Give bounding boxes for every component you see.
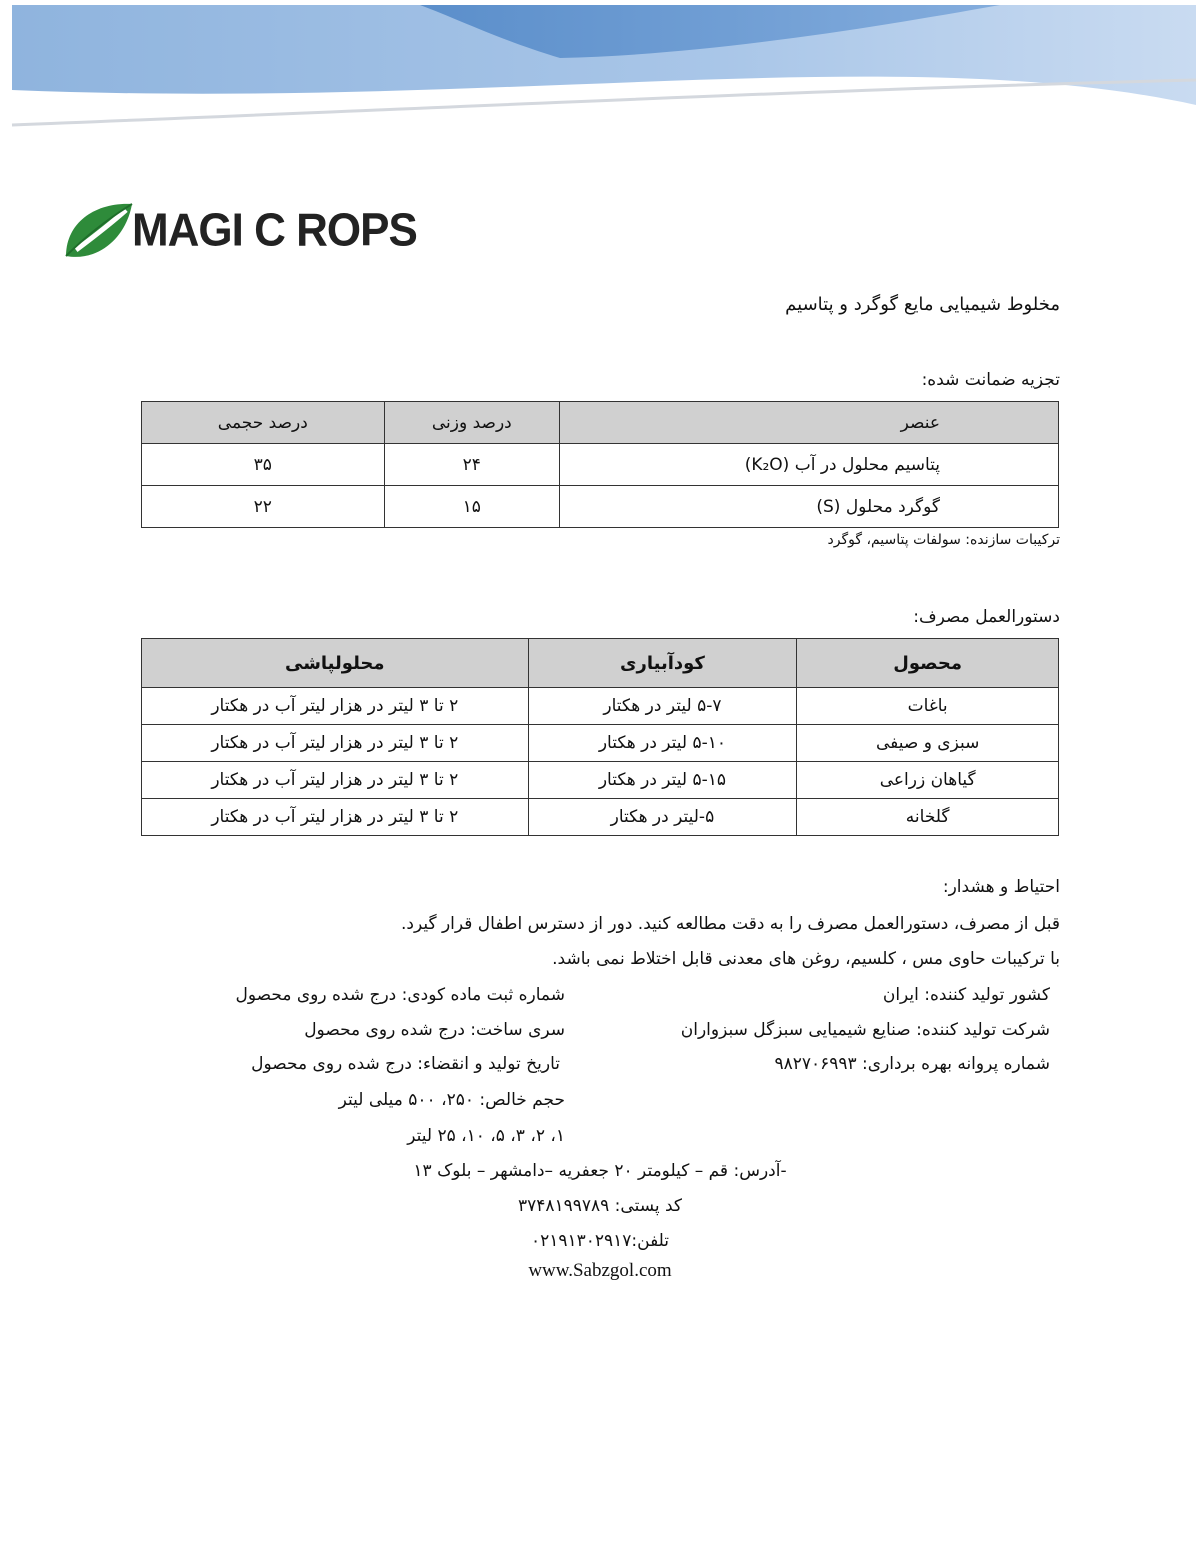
cell-crop: گیاهان زراعی [797, 762, 1059, 799]
cell-crop: گلخانه [797, 799, 1059, 836]
usage-instructions-table [141, 638, 1059, 836]
cell-crop: سبزی و صیفی [797, 725, 1059, 762]
header-crop: محصول [797, 639, 1059, 688]
usage-label: دستورالعمل مصرف: [913, 607, 1060, 627]
cell-volume: ۳۵ [142, 444, 385, 486]
batch-number: سری ساخت: درج شده روی محصول [304, 1020, 565, 1040]
table-row [142, 725, 1059, 762]
ingredients-note: ترکیبات سازنده: سولفات پتاسیم، گوگرد [827, 532, 1060, 548]
website-link[interactable]: www.Sabzgol.com [528, 1260, 672, 1281]
phone-number: تلفن:۰۲۱۹۱۳۰۲۹۱۷ [530, 1231, 670, 1251]
table-row [142, 762, 1059, 799]
production-expiry-dates: تاریخ تولید و انقضاء: درج شده روی محصول [251, 1054, 560, 1074]
cell-element: گوگرد محلول (S) [559, 486, 1058, 528]
analysis-label: تجزیه ضمانت شده: [921, 370, 1060, 390]
header-volume-percent: درصد حجمی [142, 402, 385, 444]
table-row [142, 444, 1059, 486]
cell-crop: باغات [797, 688, 1059, 725]
header-fertigation: کودآبیاری [528, 639, 797, 688]
cell-spray: ۲ تا ۳ لیتر در هزار لیتر آب در هکتار [142, 799, 529, 836]
producer-company: شرکت تولید کننده: صنایع شیمیایی سبزگل سبزواران [680, 1020, 1050, 1040]
logo-wordmark: MAGI C ROPS [132, 204, 417, 257]
cell-spray: ۲ تا ۳ لیتر در هزار لیتر آب در هکتار [142, 762, 529, 799]
package-sizes: ۱، ۲، ۳، ۵، ۱۰، ۲۵ لیتر [407, 1126, 565, 1146]
guaranteed-analysis-table [141, 401, 1059, 528]
cell-element: پتاسیم محلول در آب (K₂O) [559, 444, 1058, 486]
warning-line-1: قبل از مصرف، دستورالعمل مصرف را به دقت مطالعه کنید. دور از دسترس اطفال قرار گیرد. [400, 914, 1060, 934]
warning-line-2: با ترکیبات حاوی مس ، کلسیم، روغن های معدنی قابل اختلاط نمی باشد. [552, 949, 1060, 969]
table-header-row [142, 639, 1059, 688]
cell-fertigation: ۵-۱۰ لیتر در هکتار [528, 725, 797, 762]
cell-fertigation: ۵-لیتر در هکتار [528, 799, 797, 836]
header-element: عنصر [559, 402, 1058, 444]
header-weight-percent: درصد وزنی [384, 402, 559, 444]
cell-fertigation: ۵-۱۵ لیتر در هکتار [528, 762, 797, 799]
fertilizer-registration: شماره ثبت ماده کودی: درج شده روی محصول [235, 985, 565, 1005]
table-header-row [142, 402, 1059, 444]
warnings-label: احتیاط و هشدار: [942, 877, 1060, 897]
cell-fertigation: ۵-۷ لیتر در هکتار [528, 688, 797, 725]
cell-weight: ۲۴ [384, 444, 559, 486]
cell-volume: ۲۲ [142, 486, 385, 528]
address: -آدرس: قم – کیلومتر ۲۰ جعفریه –دامشهر – بلوک ۱۳ [413, 1161, 787, 1181]
table-row [142, 486, 1059, 528]
cell-weight: ۱۵ [384, 486, 559, 528]
cell-spray: ۲ تا ۳ لیتر در هزار لیتر آب در هکتار [142, 725, 529, 762]
product-name: مخلوط شیمیایی مایع گوگرد و پتاسیم [785, 294, 1060, 315]
header-wave-banner [0, 0, 1200, 140]
net-volume: حجم خالص: ۲۵۰، ۵۰۰ میلی لیتر [338, 1090, 565, 1110]
header-foliar-spray: محلولپاشی [142, 639, 529, 688]
postal-code: کد پستی: ۳۷۴۸۱۹۹۷۸۹ [517, 1196, 683, 1216]
producer-country: کشور تولید کننده: ایران [882, 985, 1050, 1005]
cell-spray: ۲ تا ۳ لیتر در هزار لیتر آب در هکتار [142, 688, 529, 725]
operating-license: شماره پروانه بهره برداری: ۹۸۲۷۰۶۹۹۳ [774, 1054, 1050, 1074]
table-row [142, 688, 1059, 725]
table-row [142, 799, 1059, 836]
